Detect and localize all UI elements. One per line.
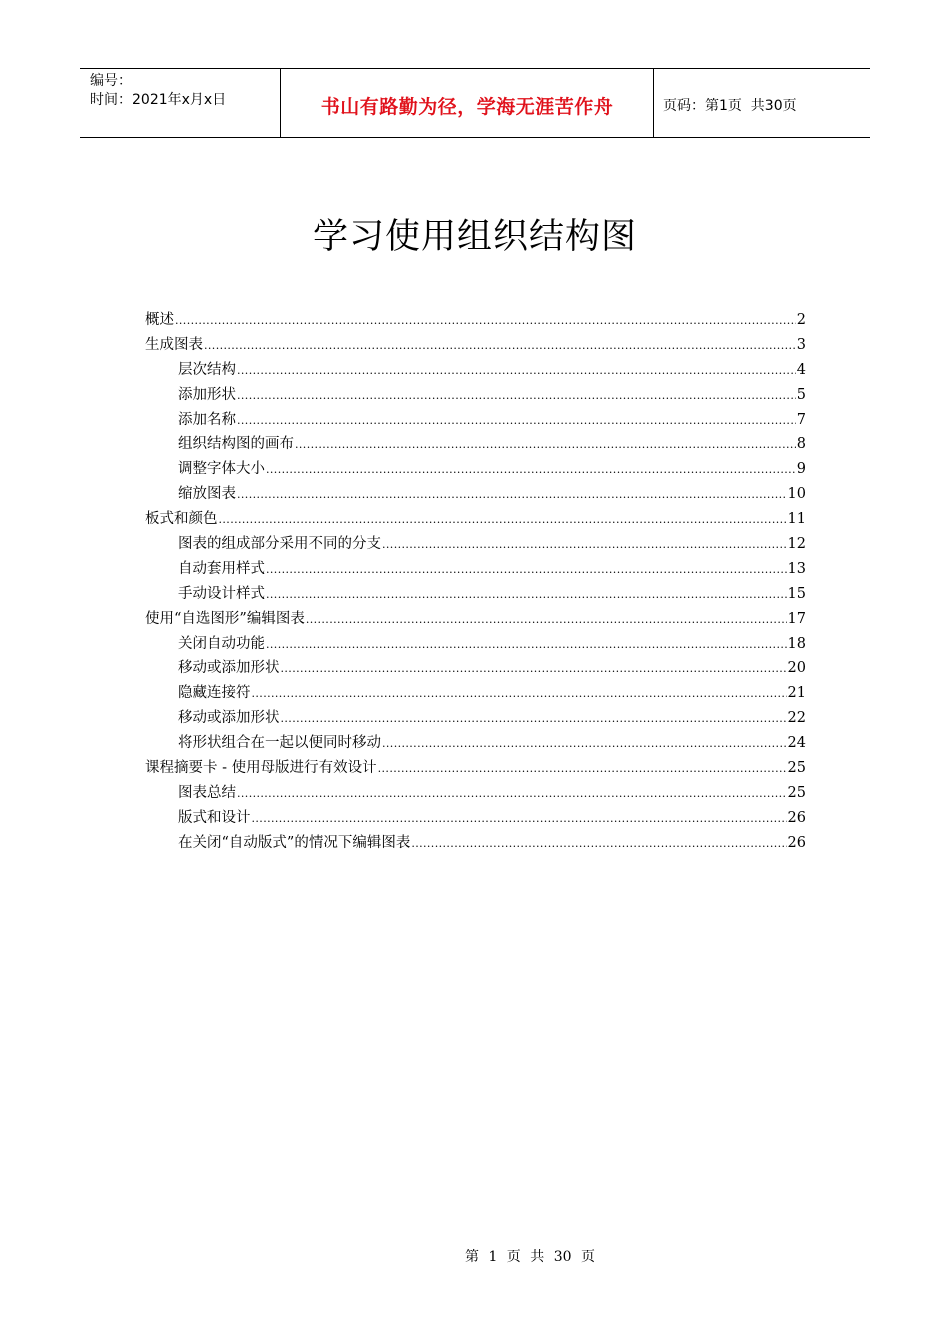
toc-entry-label: 图表总结: [178, 784, 236, 801]
toc-dot-leader: [266, 583, 787, 608]
header-meta: [80, 69, 281, 137]
toc-entry-label: 添加形状: [178, 386, 236, 403]
toc-entry-label: 使用“自选图形”编辑图表: [145, 610, 305, 627]
page-info-text: 页码：第1页 共30页: [663, 97, 797, 114]
toc-entry-label: 移动或添加形状: [178, 660, 280, 677]
toc-entry[interactable]: [145, 681, 806, 706]
toc-entry-label: 图表的组成部分采用不同的分支: [178, 536, 381, 553]
header-page-info: [654, 69, 870, 137]
toc-entry-label: 隐藏连接符: [178, 685, 251, 702]
toc-entry[interactable]: [145, 706, 806, 731]
time-label: 时间：2021年x月x日: [90, 92, 227, 108]
toc-entry-label: 板式和颜色: [145, 511, 218, 528]
toc-entry-label: 课程摘要卡 - 使用母版进行有效设计: [145, 760, 377, 777]
toc-entry-label: 自动套用样式: [178, 560, 265, 577]
toc-entry[interactable]: [145, 731, 806, 756]
toc-entry-label: 添加名称: [178, 411, 236, 428]
toc-dot-leader: [237, 409, 796, 434]
toc-entry-page: 24: [787, 735, 806, 752]
toc-dot-leader: [175, 309, 796, 334]
toc-entry[interactable]: [145, 308, 806, 333]
toc-dot-leader: [266, 633, 787, 658]
toc-dot-leader: [411, 832, 786, 857]
toc-dot-leader: [266, 558, 787, 583]
toc-entry[interactable]: [145, 432, 806, 457]
toc-entry-label: 层次结构: [178, 361, 236, 378]
toc-dot-leader: [306, 608, 787, 633]
toc-dot-leader: [219, 508, 787, 533]
toc-entry-label: 在关闭“自动版式”的情况下编辑图表: [178, 834, 411, 851]
toc-entry-label: 版式和设计: [178, 809, 251, 826]
toc-dot-leader: [252, 682, 787, 707]
toc-entry-page: 2: [796, 312, 806, 328]
toc-entry-page: 15: [787, 585, 806, 602]
toc-entry-page: 20: [787, 660, 806, 677]
toc-entry[interactable]: [145, 632, 806, 657]
header-motto: 书山有路勤为径，学海无涯苦作舟: [281, 69, 654, 137]
toc-dot-leader: [382, 732, 787, 757]
toc-entry[interactable]: [145, 383, 806, 408]
toc-entry[interactable]: [145, 756, 806, 781]
toc-dot-leader: [237, 384, 796, 409]
toc-entry-page: 3: [796, 336, 806, 353]
toc-entry-page: 9: [796, 461, 806, 478]
toc-entry-page: 17: [787, 610, 806, 627]
toc-entry-page: 7: [796, 411, 806, 428]
toc-entry-page: 22: [787, 710, 806, 727]
toc-entry[interactable]: [145, 582, 806, 607]
toc-entry[interactable]: [145, 831, 806, 856]
toc-dot-leader: [295, 433, 796, 458]
page-footer: 第 1 页 共 30 页: [465, 1249, 595, 1265]
toc-dot-leader: [237, 483, 787, 508]
toc-entry[interactable]: [145, 333, 806, 358]
page-header: [80, 68, 870, 138]
toc-entry[interactable]: [145, 408, 806, 433]
toc-entry-label: 概述: [145, 312, 174, 328]
table-of-contents: [145, 308, 806, 856]
toc-entry-page: 8: [796, 436, 806, 453]
toc-entry-page: 5: [796, 386, 806, 403]
number-label: 编号：: [90, 73, 132, 89]
toc-entry-label: 移动或添加形状: [178, 710, 280, 727]
toc-entry[interactable]: [145, 607, 806, 632]
toc-dot-leader: [382, 533, 787, 558]
toc-entry-page: 26: [787, 834, 806, 851]
toc-dot-leader: [237, 782, 787, 807]
toc-entry[interactable]: [145, 781, 806, 806]
toc-dot-leader: [281, 657, 787, 682]
toc-entry[interactable]: [145, 806, 806, 831]
toc-dot-leader: [281, 707, 787, 732]
toc-entry-page: 18: [787, 635, 806, 652]
toc-entry-label: 关闭自动功能: [178, 635, 265, 652]
toc-entry[interactable]: [145, 457, 806, 482]
toc-entry-page: 25: [787, 784, 806, 801]
toc-entry-label: 组织结构图的画布: [178, 436, 294, 453]
toc-entry[interactable]: [145, 656, 806, 681]
document-title: 学习使用组织结构图: [312, 217, 637, 257]
toc-entry[interactable]: [145, 557, 806, 582]
toc-entry[interactable]: [145, 482, 806, 507]
toc-entry-label: 调整字体大小: [178, 461, 265, 478]
toc-entry-page: 4: [796, 361, 806, 378]
toc-entry-page: 25: [787, 760, 806, 777]
toc-dot-leader: [237, 359, 796, 384]
toc-entry-page: 21: [787, 685, 806, 702]
toc-dot-leader: [204, 334, 796, 359]
toc-entry-label: 生成图表: [145, 336, 203, 353]
toc-dot-leader: [252, 807, 787, 832]
toc-entry[interactable]: [145, 532, 806, 557]
toc-entry[interactable]: [145, 358, 806, 383]
toc-entry-label: 缩放图表: [178, 486, 236, 503]
toc-entry-page: 26: [787, 809, 806, 826]
toc-dot-leader: [378, 757, 787, 782]
toc-entry-label: 手动设计样式: [178, 585, 265, 602]
toc-entry-page: 10: [787, 486, 806, 503]
toc-dot-leader: [266, 458, 796, 483]
toc-entry-page: 11: [787, 511, 806, 528]
toc-entry-page: 13: [787, 560, 806, 577]
toc-entry[interactable]: [145, 507, 806, 532]
toc-entry-page: 12: [787, 536, 806, 553]
toc-entry-label: 将形状组合在一起以便同时移动: [178, 735, 381, 752]
